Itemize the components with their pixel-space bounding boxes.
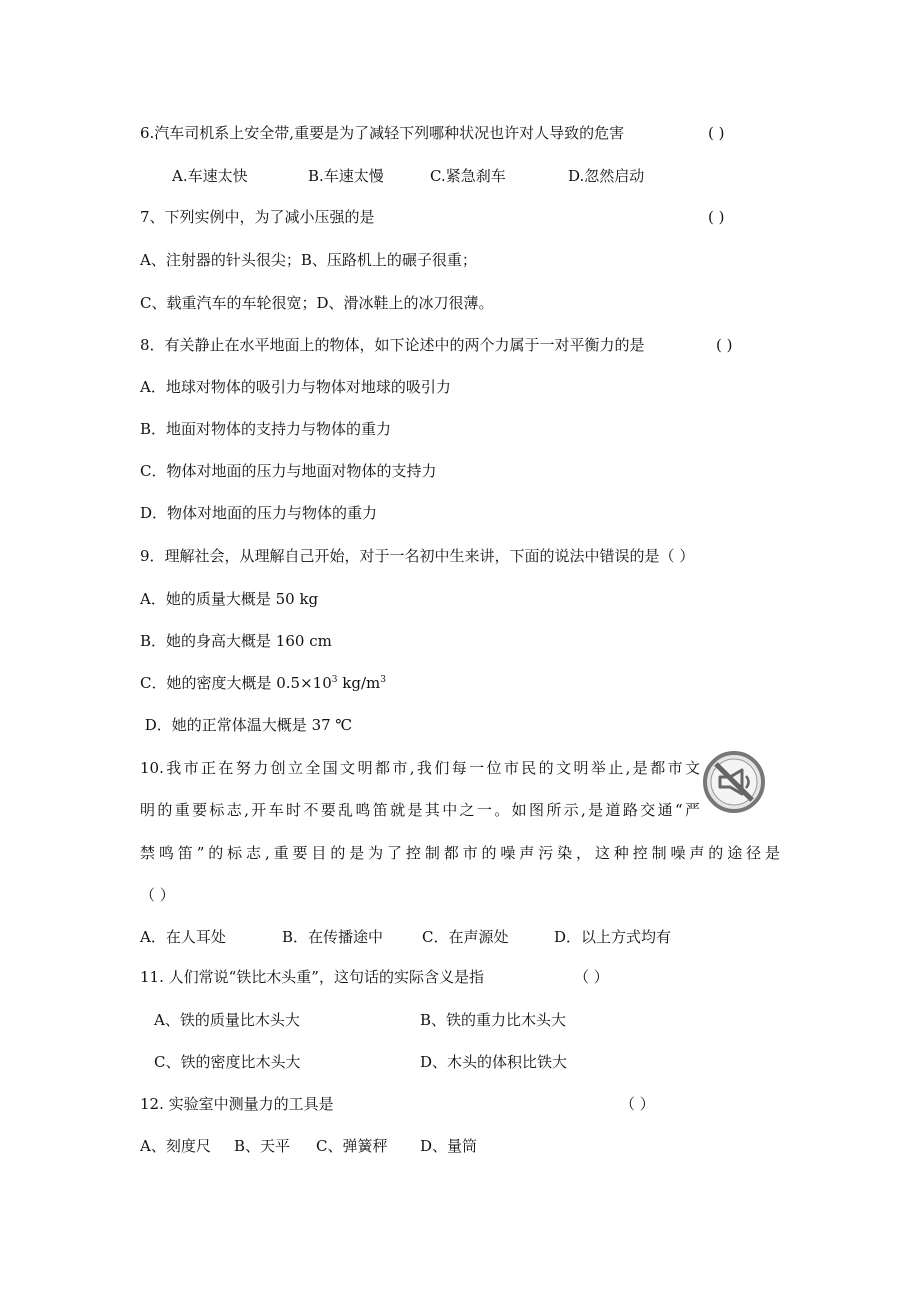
q7-options-line-1: A、注射器的针头很尖；B、压路机上的碾子很重； — [140, 251, 477, 269]
q11-option-a: A、铁的质量比木头大 — [154, 1011, 300, 1029]
q6-stem: 6.汽车司机系上安全带,重要是为了减轻下列哪种状况也许对人导致的危害 — [140, 124, 625, 142]
q8-option-d: D．物体对地面的压力与物体的重力 — [140, 504, 378, 522]
q11-stem: 11. 人们常说“铁比木头重”，这句话的实际含义是指 — [140, 968, 484, 986]
q10-answer-paren: （ ） — [140, 886, 175, 904]
q6-option-b: B.车速太慢 — [308, 167, 384, 185]
q9-option-d: D．她的正常体温大概是 37 ℃ — [140, 716, 353, 734]
q10-option-b: B．在传播途中 — [282, 928, 384, 946]
q8-option-a: A．地球对物体的吸引力与物体对地球的吸引力 — [140, 378, 451, 396]
q6-option-c: C.紧急刹车 — [430, 167, 506, 185]
q8-option-b: B．地面对物体的支持力与物体的重力 — [140, 420, 392, 438]
q8-option-c: C．物体对地面的压力与地面对物体的支持力 — [140, 462, 437, 480]
q9-option-c-exponent: 3 — [331, 675, 338, 685]
no-honking-sign-icon — [702, 750, 766, 814]
q12-option-d: D、量筒 — [420, 1137, 478, 1155]
q8-answer-paren: ( ) — [716, 336, 733, 354]
q10-option-d: D．以上方式均有 — [554, 928, 672, 946]
q6-option-d: D.忽然启动 — [568, 167, 645, 185]
q9-option-b: B．她的身高大概是 160 cm — [140, 632, 332, 650]
q11-option-d: D、木头的体积比铁大 — [420, 1053, 568, 1071]
q10-stem-line-2: 明的重要标志,开车时不要乱鸣笛就是其中之一。如图所示,是道路交通“严 — [140, 801, 700, 819]
q12-answer-paren: （ ） — [620, 1095, 655, 1113]
q10-option-c: C．在声源处 — [422, 928, 509, 946]
q9-option-c-unit: kg/m — [337, 674, 381, 692]
q9-stem: 9．理解社会，从理解自己开始，对于一名初中生来讲，下面的说法中错误的是（ ） — [140, 547, 695, 565]
q7-options-line-2: C、载重汽车的车轮很宽；D、滑冰鞋上的冰刀很薄。 — [140, 294, 494, 312]
q9-option-c — [140, 673, 386, 693]
q10-option-a: A．在人耳处 — [140, 928, 226, 946]
q11-option-c: C、铁的密度比木头大 — [154, 1053, 301, 1071]
q11-option-b: B、铁的重力比木头大 — [420, 1011, 567, 1029]
q9-option-c-text: C．她的密度大概是 0.5×10 — [140, 674, 332, 692]
q10-stem-line-3: 禁鸣笛”的标志,重要目的是为了控制都市的噪声污染，这种控制噪声的途径是 — [140, 844, 780, 862]
q12-stem: 12. 实验室中测量力的工具是 — [140, 1095, 334, 1113]
q6-option-a: A.车速太快 — [172, 167, 248, 185]
q6-answer-paren: ( ) — [708, 124, 725, 142]
q9-option-c-unit-exponent: 3 — [380, 675, 386, 685]
q7-answer-paren: ( ) — [708, 208, 725, 226]
q9-option-a: A．她的质量大概是 50 kg — [140, 590, 319, 608]
q10-stem-line-1: 10.我市正在努力创立全国文明都市,我们每一位市民的文明举止,是都市文 — [140, 759, 700, 777]
q12-option-c: C、弹簧秤 — [316, 1137, 388, 1155]
q12-option-a: A、刻度尺 — [140, 1137, 211, 1155]
q12-option-b: B、天平 — [234, 1137, 291, 1155]
q8-stem: 8．有关静止在水平地面上的物体，如下论述中的两个力属于一对平衡力的是 — [140, 336, 645, 354]
q11-answer-paren: （ ） — [574, 968, 609, 986]
q7-stem: 7、下列实例中，为了减小压强的是 — [140, 208, 375, 226]
